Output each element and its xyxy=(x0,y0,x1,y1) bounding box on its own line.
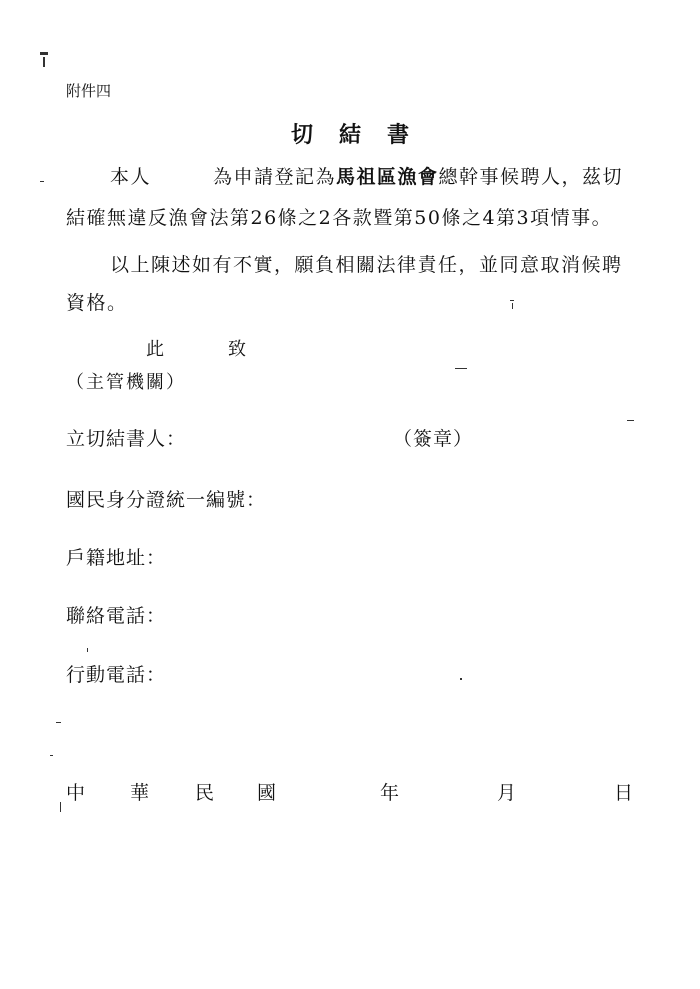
annex-label: 附件四 xyxy=(66,82,112,100)
scan-speck xyxy=(512,303,513,309)
signature-note: （簽章） xyxy=(393,428,474,450)
scan-speck xyxy=(40,181,44,182)
date-char-1: 中 xyxy=(66,782,86,804)
scan-speck xyxy=(50,755,53,756)
scan-speck xyxy=(460,678,462,680)
date-month: 月 xyxy=(497,782,517,804)
date-char-2: 華 xyxy=(130,782,150,804)
scan-speck xyxy=(455,368,467,369)
salutation-part-2: 致 xyxy=(228,339,246,360)
paragraph-1-suffix: 總幹事候聘人，茲切 xyxy=(438,166,624,188)
organization-name: 馬祖區漁會 xyxy=(336,166,439,188)
paragraph-1-line-2: 結確無違反漁會法第26條之2各款暨第50條之4第3項情事。 xyxy=(66,207,613,229)
agency-label: （主管機關） xyxy=(66,372,186,393)
date-year: 年 xyxy=(380,782,400,804)
scan-speck xyxy=(510,300,514,301)
date-day: 日 xyxy=(614,782,634,804)
date-char-4: 國 xyxy=(257,782,277,804)
scan-speck xyxy=(627,420,634,421)
scan-speck xyxy=(56,722,61,723)
scan-speck xyxy=(40,52,48,55)
household-address-label: 戶籍地址： xyxy=(66,547,167,569)
phone-label: 聯絡電話： xyxy=(66,605,167,627)
salutation-part-1: 此 xyxy=(146,339,164,360)
scan-speck xyxy=(43,57,45,67)
paragraph-1-after-gap: 為申請登記為 xyxy=(213,166,337,188)
paragraph-1-line-1 xyxy=(110,162,623,189)
signatory-label: 立切結書人： xyxy=(66,428,187,450)
national-id-label: 國民身分證統一編號： xyxy=(66,489,267,511)
paragraph-2-line-2: 資格。 xyxy=(66,292,128,314)
mobile-label: 行動電話： xyxy=(66,664,167,686)
scan-speck xyxy=(87,648,88,652)
scan-speck xyxy=(60,802,61,812)
document-title: 切結書 xyxy=(290,122,435,148)
paragraph-1-prefix: 本人 xyxy=(110,166,152,188)
date-char-3: 民 xyxy=(195,782,215,804)
paragraph-2-line-1: 以上陳述如有不實，願負相關法律責任，並同意取消候聘 xyxy=(110,254,623,276)
